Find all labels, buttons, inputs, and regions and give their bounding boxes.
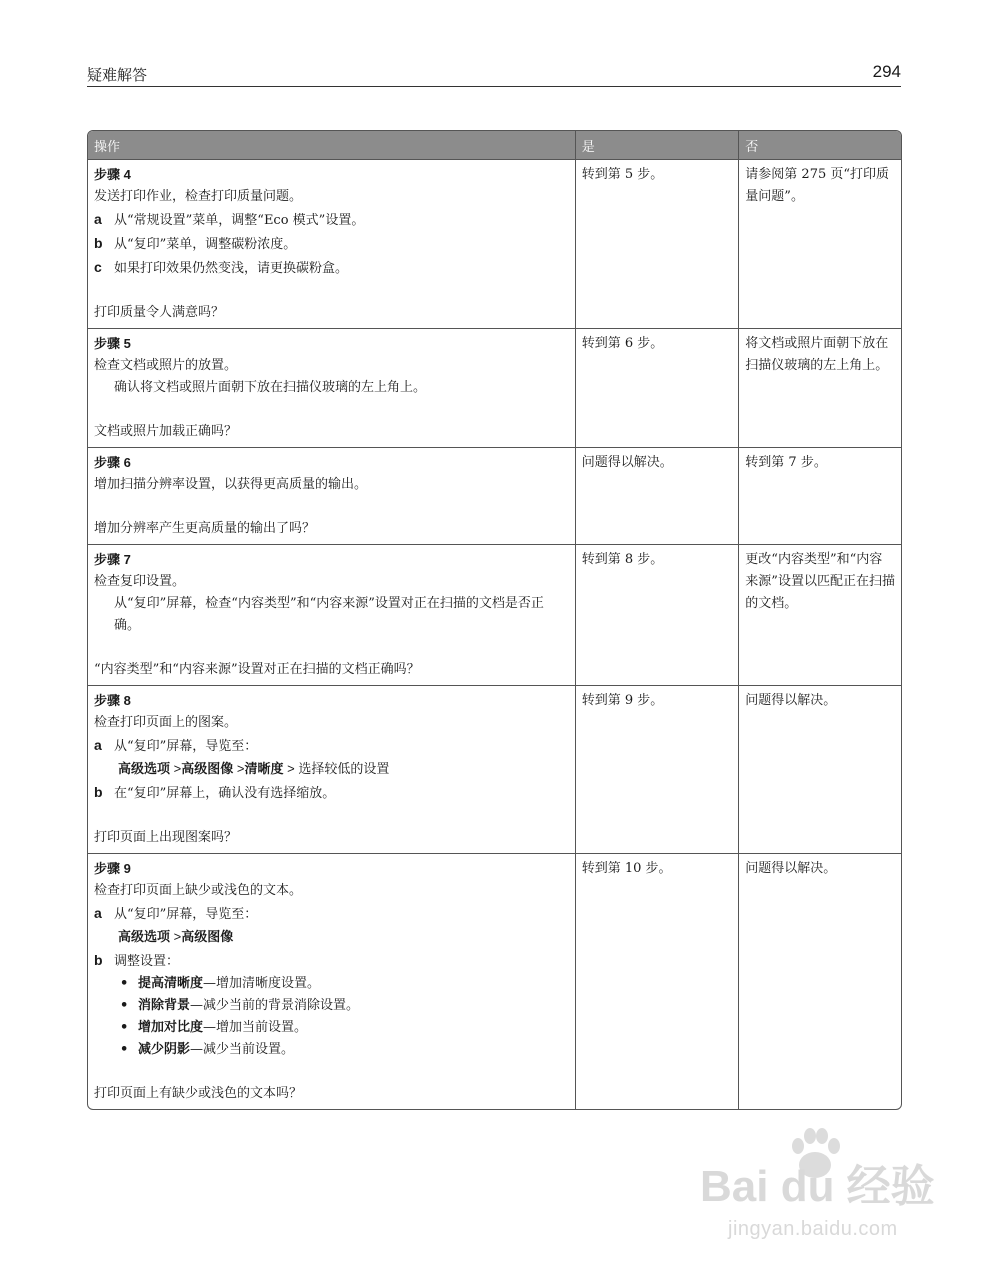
yes-cell: 转到第 10 步。: [575, 853, 739, 1109]
bullet-item: • 增加对比度—增加当前设置。: [94, 1017, 569, 1039]
page-header: [87, 62, 901, 87]
no-cell: 问题得以解决。: [738, 685, 901, 853]
step-title: 步骤 9: [94, 861, 131, 876]
step-question: “内容类型”和“内容来源”设置对正在扫描的文档正确吗？: [94, 662, 420, 677]
step-detail: 从“复印”屏幕，检查“内容类型”和“内容来源”设置对正在扫描的文档是否正确。: [114, 596, 544, 633]
column-header-no: 否: [738, 131, 901, 159]
step-intro: 检查复印设置。: [94, 574, 186, 589]
no-cell: 更改“内容类型”和“内容来源”设置以匹配正在扫描的文档。: [738, 544, 901, 685]
no-cell: 问题得以解决。: [738, 853, 901, 1109]
step-detail: 确认将文档或照片面朝下放在扫描仪玻璃的左上角上。: [114, 380, 427, 395]
action-cell: [88, 544, 575, 685]
step-title: 步骤 4: [94, 167, 131, 182]
yes-cell: 转到第 5 步。: [575, 159, 739, 328]
bullet-item: • 减少阴影—减少当前设置。: [94, 1039, 569, 1061]
table-row-step-4: [88, 159, 901, 328]
bullet-icon: •: [120, 1020, 129, 1035]
step-title: 步骤 7: [94, 552, 131, 567]
step-title: 步骤 6: [94, 455, 131, 470]
no-cell: 将文档或照片面朝下放在扫描仪玻璃的左上角上。: [738, 328, 901, 447]
action-cell: [88, 447, 575, 544]
watermark-brand: Bai du 经验: [700, 1162, 935, 1211]
no-cell: 转到第 7 步。: [738, 447, 901, 544]
table-row-step-9: [88, 853, 901, 1109]
action-cell: [88, 328, 575, 447]
substep-b: b 调整设置：: [94, 952, 180, 969]
no-cell: 请参阅第 275 页“打印质量问题”。: [738, 159, 901, 328]
step-intro: 增加扫描分辨率设置，以获得更高质量的输出。: [94, 477, 368, 492]
bullet-item: • 消除背景—减少当前的背景消除设置。: [94, 995, 569, 1017]
substep-b: b 在“复印”屏幕上，确认没有选择缩放。: [94, 784, 336, 801]
substep-b: b 从“复印”菜单，调整碳粉浓度。: [94, 235, 297, 252]
yes-cell: 转到第 6 步。: [575, 328, 739, 447]
bullet-icon: •: [120, 998, 129, 1013]
bullet-item: • 提高清晰度—增加清晰度设置。: [94, 973, 569, 995]
step-intro: 发送打印作业，检查打印质量问题。: [94, 189, 303, 204]
table-row-step-5: [88, 328, 901, 447]
column-header-action: 操作: [88, 131, 575, 159]
substep-a: a 从“复印”屏幕，导览至：: [94, 737, 258, 754]
yes-cell: 问题得以解决。: [575, 447, 739, 544]
bullet-icon: •: [120, 976, 129, 991]
action-cell: [88, 853, 575, 1109]
table-row-step-7: [88, 544, 901, 685]
baidu-jingyan-watermark: [700, 1130, 940, 1260]
table-row-step-8: [88, 685, 901, 853]
menu-path: 高级选项 >高级图像 >清晰度 > 选择较低的设置: [118, 761, 390, 777]
action-cell: [88, 159, 575, 328]
table-row-step-6: [88, 447, 901, 544]
watermark-url: jingyan.baidu.com: [728, 1218, 898, 1240]
column-header-yes: 是: [575, 131, 739, 159]
substep-a: a 从“复印”屏幕，导览至：: [94, 905, 258, 922]
troubleshooting-table: [87, 130, 902, 1110]
bullet-icon: •: [120, 1042, 129, 1057]
step-intro: 检查打印页面上缺少或浅色的文本。: [94, 883, 303, 898]
substep-c: c 如果打印效果仍然变浅，请更换碳粉盒。: [94, 259, 349, 276]
section-title: 疑难解答: [87, 66, 148, 84]
yes-cell: 转到第 8 步。: [575, 544, 739, 685]
step-question: 打印页面上有缺少或浅色的文本吗？: [94, 1086, 303, 1101]
step-intro: 检查打印页面上的图案。: [94, 715, 238, 730]
step-title: 步骤 8: [94, 693, 131, 708]
step-question: 增加分辨率产生更高质量的输出了吗？: [94, 521, 316, 536]
action-cell: [88, 685, 575, 853]
menu-path: 高级选项 >高级图像: [118, 929, 234, 945]
step-question: 文档或照片加载正确吗？: [94, 424, 238, 439]
step-intro: 检查文档或照片的放置。: [94, 358, 238, 373]
step-title: 步骤 5: [94, 336, 131, 351]
table-header-row: [88, 131, 901, 159]
substep-a: a 从“常规设置”菜单，调整“Eco 模式”设置。: [94, 211, 365, 228]
yes-cell: 转到第 9 步。: [575, 685, 739, 853]
page-number: 294: [872, 62, 901, 81]
step-question: 打印页面上出现图案吗？: [94, 830, 238, 845]
step-question: 打印质量令人满意吗？: [94, 305, 225, 320]
